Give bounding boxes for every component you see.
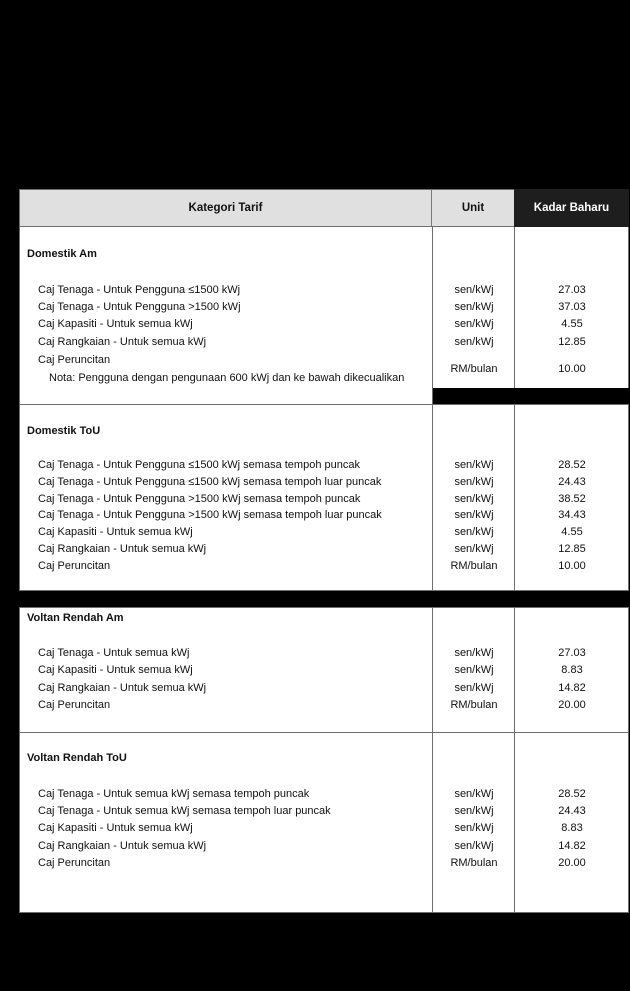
row-unit: sen/kWj xyxy=(454,682,494,694)
row-unit: RM/bulan xyxy=(450,857,498,869)
row-value: 4.55 xyxy=(561,318,583,330)
section-title: Voltan Rendah Am xyxy=(27,612,124,624)
row-unit: sen/kWj xyxy=(454,543,494,555)
row-label: Caj Kapasiti - Untuk semua kWj xyxy=(38,664,193,676)
row-value: 14.82 xyxy=(558,682,586,694)
row-value: 20.00 xyxy=(558,699,586,711)
row-label: Caj Kapasiti - Untuk semua kWj xyxy=(38,822,193,834)
row-value: 12.85 xyxy=(558,336,586,348)
table-row xyxy=(20,805,628,822)
row-label: Caj Rangkaian - Untuk semua kWj xyxy=(38,543,207,555)
row-unit: sen/kWj xyxy=(454,509,494,521)
row-label: Caj Tenaga - Untuk Pengguna ≤1500 kWj semasa tempoh luar puncak xyxy=(38,476,382,488)
row-unit: sen/kWj xyxy=(454,664,494,676)
row-label: Caj Kapasiti - Untuk semua kWj xyxy=(38,526,193,538)
row-unit: sen/kWj xyxy=(454,822,494,834)
row-value: 10.00 xyxy=(558,363,586,375)
row-value: 34.43 xyxy=(558,509,586,521)
row-value: 20.00 xyxy=(558,857,586,869)
exemption-note: Nota: Pengguna dengan pengunaan 600 kWj dan ke bawah dikecualikan xyxy=(49,372,405,384)
table-row xyxy=(20,664,628,681)
row-unit: sen/kWj xyxy=(454,788,494,800)
header-rate: Kadar Baharu xyxy=(514,189,629,227)
row-label: Caj Tenaga - Untuk semua kWj semasa tempoh puncak xyxy=(38,788,310,800)
table-row xyxy=(20,318,628,335)
row-label: Caj Tenaga - Untuk Pengguna ≤1500 kWj xyxy=(38,284,241,296)
row-unit: sen/kWj xyxy=(454,459,494,471)
row-unit: sen/kWj xyxy=(454,476,494,488)
table-row xyxy=(20,476,628,493)
table-row xyxy=(20,284,628,301)
table-row xyxy=(20,560,628,577)
table-row xyxy=(20,682,628,699)
table-row xyxy=(20,822,628,839)
row-unit: sen/kWj xyxy=(454,526,494,538)
row-label: Caj Peruncitan xyxy=(38,354,111,366)
row-value: 4.55 xyxy=(561,526,583,538)
row-label: Caj Peruncitan xyxy=(38,699,111,711)
row-label: Caj Kapasiti - Untuk semua kWj xyxy=(38,318,193,330)
row-value: 27.03 xyxy=(558,647,586,659)
row-unit: sen/kWj xyxy=(454,318,494,330)
row-unit: sen/kWj xyxy=(454,840,494,852)
section-domestik-am xyxy=(19,227,629,405)
row-label: Caj Rangkaian - Untuk semua kWj xyxy=(38,682,207,694)
section-voltan-rendah-tou xyxy=(19,733,629,913)
table-row xyxy=(20,493,628,510)
row-value: 14.82 xyxy=(558,840,586,852)
row-unit: RM/bulan xyxy=(450,363,498,375)
header-unit: Unit xyxy=(432,189,514,227)
row-value: 24.43 xyxy=(558,805,586,817)
row-unit: sen/kWj xyxy=(454,336,494,348)
table-row xyxy=(20,788,628,805)
table-row xyxy=(20,526,628,543)
row-value: 10.00 xyxy=(558,560,586,572)
section-title: Domestik ToU xyxy=(27,425,101,437)
section-title: Voltan Rendah ToU xyxy=(27,752,127,764)
row-label: Caj Tenaga - Untuk Pengguna >1500 kWj semasa tempoh luar puncak xyxy=(38,509,382,521)
row-unit: RM/bulan xyxy=(450,699,498,711)
row-value: 24.43 xyxy=(558,476,586,488)
row-unit: RM/bulan xyxy=(450,560,498,572)
table-row xyxy=(20,336,628,353)
row-unit: sen/kWj xyxy=(454,301,494,313)
row-value: 12.85 xyxy=(558,543,586,555)
row-unit: sen/kWj xyxy=(454,805,494,817)
table-row xyxy=(20,840,628,857)
row-value: 27.03 xyxy=(558,284,586,296)
section-domestik-tou xyxy=(19,405,629,591)
table-row xyxy=(20,543,628,560)
row-value: 37.03 xyxy=(558,301,586,313)
row-value: 38.52 xyxy=(558,493,586,505)
table-row xyxy=(20,857,628,874)
row-unit: sen/kWj xyxy=(454,493,494,505)
table-row xyxy=(20,699,628,716)
row-value: 28.52 xyxy=(558,459,586,471)
row-value: 8.83 xyxy=(561,822,583,834)
header-category: Kategori Tarif xyxy=(19,189,432,227)
row-label: Caj Tenaga - Untuk Pengguna >1500 kWj semasa tempoh puncak xyxy=(38,493,361,505)
table-header xyxy=(19,189,629,227)
row-value: 28.52 xyxy=(558,788,586,800)
table-row xyxy=(20,301,628,318)
table-row xyxy=(20,459,628,476)
table-row xyxy=(20,647,628,664)
section-voltan-rendah-am xyxy=(19,607,629,733)
row-unit: sen/kWj xyxy=(454,284,494,296)
row-label: Caj Tenaga - Untuk Pengguna >1500 kWj xyxy=(38,301,241,313)
row-unit: sen/kWj xyxy=(454,647,494,659)
row-label: Caj Tenaga - Untuk semua kWj xyxy=(38,647,190,659)
row-value: 8.83 xyxy=(561,664,583,676)
row-label: Caj Rangkaian - Untuk semua kWj xyxy=(38,336,207,348)
row-label: Caj Peruncitan xyxy=(38,857,111,869)
row-label: Caj Peruncitan xyxy=(38,560,111,572)
redaction-bar xyxy=(433,388,629,404)
row-label: Caj Tenaga - Untuk semua kWj semasa tempoh luar puncak xyxy=(38,805,331,817)
row-label: Caj Tenaga - Untuk Pengguna ≤1500 kWj semasa tempoh puncak xyxy=(38,459,360,471)
row-label: Caj Rangkaian - Untuk semua kWj xyxy=(38,840,207,852)
section-title: Domestik Am xyxy=(27,248,97,260)
table-row xyxy=(20,509,628,526)
